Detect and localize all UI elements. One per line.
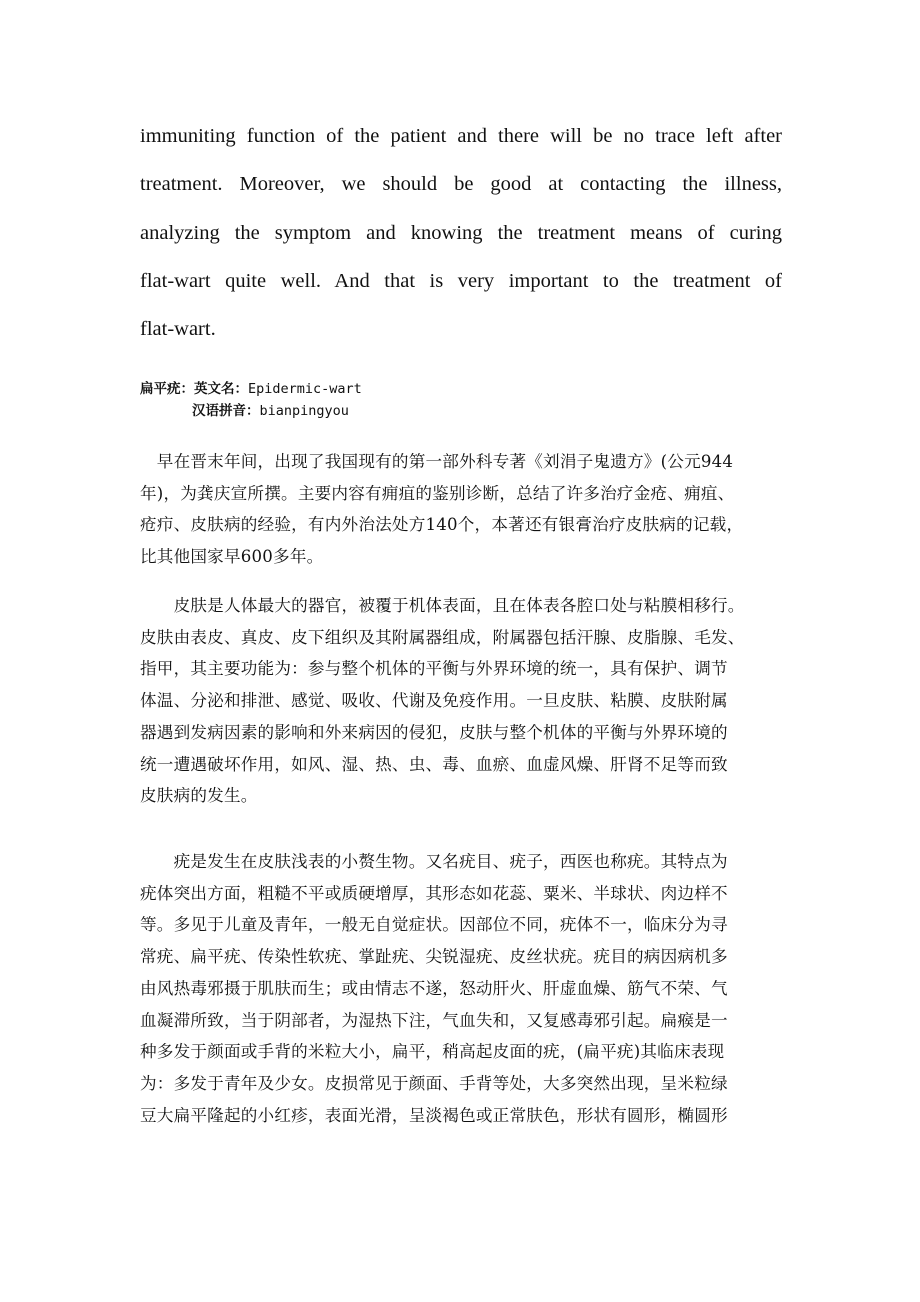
- paragraph-line: 疮疖、皮肤病的经验，有内外治法处方140个，本著还有银膏治疗皮肤病的记载，: [140, 515, 744, 535]
- paragraph-line: 常疣、扁平疣、传染性软疣、掌趾疣、尖锐湿疣、皮丝状疣。疣目的病因病机多: [140, 947, 728, 967]
- paragraph-line: 统一遭遇破坏作用，如风、湿、热、虫、毒、血瘀、血虚风燥、肝肾不足等而致: [140, 754, 728, 774]
- paragraph-line: 年)，为龚庆宣所撰。主要内容有痈疽的鉴别诊断，总结了许多治疗金疮、痈疽、: [140, 483, 735, 503]
- english-line: immuniting function of the patient and there will be no trace left after: [140, 125, 782, 147]
- paragraph-line: 种多发于颜面或手背的米粒大小，扁平，稍高起皮面的疣，(扁平疣)其临床表现: [140, 1042, 725, 1062]
- paragraph-line: 比其他国家早600多年。: [140, 547, 324, 567]
- paragraph-line: 皮肤是人体最大的器官，被覆于机体表面，且在体表各腔口处与粘膜相移行。: [140, 596, 745, 615]
- english-line: treatment. Moreover, we should be good at contacting the illness,: [140, 173, 782, 196]
- paragraph-line: 皮肤病的发生。: [140, 786, 258, 806]
- paragraph-line: 为：多发于青年及少女。皮损常见于颜面、手背等处，大多突然出现，呈米粒绿: [140, 1073, 728, 1093]
- english-line: flat-wart quite well. And that is very important to the treatment of: [140, 269, 782, 292]
- english-paragraph: [140, 112, 782, 353]
- paragraph-history: [140, 446, 792, 573]
- paragraph-line: 体温、分泌和排泄、感觉、吸收、代谢及免疫作用。一旦皮肤、粘膜、皮肤附属: [140, 691, 728, 711]
- paragraph-line: 早在晋末年间，出现了我国现有的第一部外科专著《刘涓子鬼遗方》(公元944: [140, 452, 734, 471]
- paragraph-line: 器遇到发病因素的影响和外来病因的侵犯，皮肤与整个机体的平衡与外界环境的: [140, 722, 728, 742]
- paragraph-line: 等。多见于儿童及青年，一般无自觉症状。因部位不同，疣体不一，临床分为寻: [140, 915, 728, 935]
- english-line: flat-wart.: [140, 318, 216, 341]
- term-row-pinyin: [140, 400, 362, 422]
- term-value: bianpingyou: [259, 403, 349, 419]
- paragraph-line: 疣体突出方面，粗糙不平或质硬增厚，其形态如花蕊、粟米、半球状、肉边样不: [140, 883, 728, 903]
- paragraph-line: 由风热毒邪摄于肌肤而生；或由情志不遂，怒动肝火、肝虚血燥、筋气不荣、气: [140, 978, 728, 998]
- term-row-english-name: [140, 378, 362, 400]
- paragraph-line: 豆大扁平隆起的小红疹，表面光滑，呈淡褐色或正常肤色，形状有圆形，椭圆形: [140, 1105, 728, 1125]
- paragraph-line: 指甲，其主要功能为：参与整个机体的平衡与外界环境的统一，具有保护、调节: [140, 659, 728, 679]
- paragraph-line: 皮肤由表皮、真皮、皮下组织及其附属器组成，附属器包括汗腺、皮脂腺、毛发、: [140, 627, 745, 647]
- paragraph-wart: [140, 846, 792, 1131]
- term-definition: [140, 378, 362, 422]
- term-label: 汉语拼音：: [192, 403, 260, 419]
- paragraph-skin: [140, 590, 792, 812]
- term-label: 扁平疣：英文名：: [140, 381, 248, 397]
- term-value: Epidermic-wart: [248, 381, 362, 397]
- paragraph-line: 血凝滞所致，当于阴部者，为湿热下注，气血失和，又复感毒邪引起。扁瘊是一: [140, 1010, 728, 1030]
- english-line: analyzing the symptom and knowing the treatment means of curing: [140, 221, 782, 244]
- paragraph-line: 疣是发生在皮肤浅表的小赘生物。又名疣目、疣子，西医也称疣。其特点为: [140, 852, 728, 871]
